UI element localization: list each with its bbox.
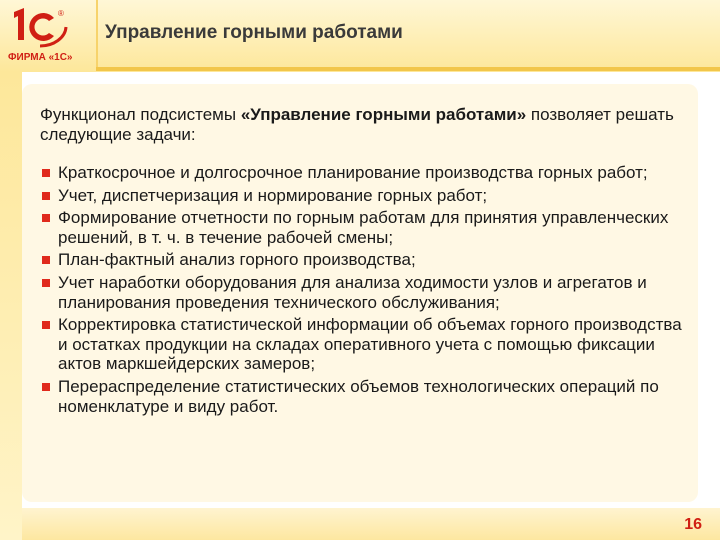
task-list xyxy=(40,163,690,419)
list-item xyxy=(40,315,690,374)
bullet-square-icon xyxy=(42,214,50,222)
list-item xyxy=(40,273,690,312)
footer-band xyxy=(22,508,720,540)
list-item xyxy=(40,163,690,183)
bullet-square-icon xyxy=(42,279,50,287)
bullet-square-icon xyxy=(42,192,50,200)
left-decor-band xyxy=(0,72,22,540)
list-item-text: Учет наработки оборудования для анализа ходимости узлов и агрегатов и планирования проведения технического обслуживания; xyxy=(58,272,647,312)
page-number: 16 xyxy=(684,516,702,533)
header-underline xyxy=(96,67,720,71)
list-item-text: План-фактный анализ горного производства; xyxy=(58,250,416,270)
bullet-square-icon xyxy=(42,169,50,177)
list-item xyxy=(40,208,690,247)
logo-caption: ФИРМА «1С» xyxy=(8,52,73,63)
header-divider xyxy=(96,0,98,70)
intro-suffix: позволяет решать следующие задачи: xyxy=(40,105,674,144)
list-item-text: Перераспределение статистических объемов технологических операций по номенклатуре и виду работ. xyxy=(58,376,659,416)
bullet-square-icon xyxy=(42,321,50,329)
list-item xyxy=(40,250,690,270)
logo-registered: ® xyxy=(58,9,64,18)
list-item-text: Формирование отчетности по горным работам для принятия управленческих решений, в т. ч. в течение рабочей смены; xyxy=(58,208,669,247)
list-item-text: Корректировка статистической информации об объемах горного производства и остатках продукции на складах оперативного учета с помощью фиксации актов маркшейдерских замеров; xyxy=(58,315,682,374)
list-item xyxy=(40,186,690,206)
list-item-text: Учет, диспетчеризация и нормирование горных работ; xyxy=(58,185,488,205)
bullet-square-icon xyxy=(42,256,50,264)
list-item-text: Краткосрочное и долгосрочное планирование производства горных работ; xyxy=(58,163,648,182)
intro-prefix: Функционал подсистемы xyxy=(40,105,241,124)
bullet-square-icon xyxy=(42,383,50,391)
logo-1c-icon xyxy=(14,8,66,46)
intro-emphasis: «Управление горными работами» xyxy=(240,105,527,124)
logo-1c xyxy=(6,6,74,66)
list-item xyxy=(40,377,690,416)
page-title: Управление горными работами xyxy=(105,22,403,43)
intro-text xyxy=(40,105,680,145)
